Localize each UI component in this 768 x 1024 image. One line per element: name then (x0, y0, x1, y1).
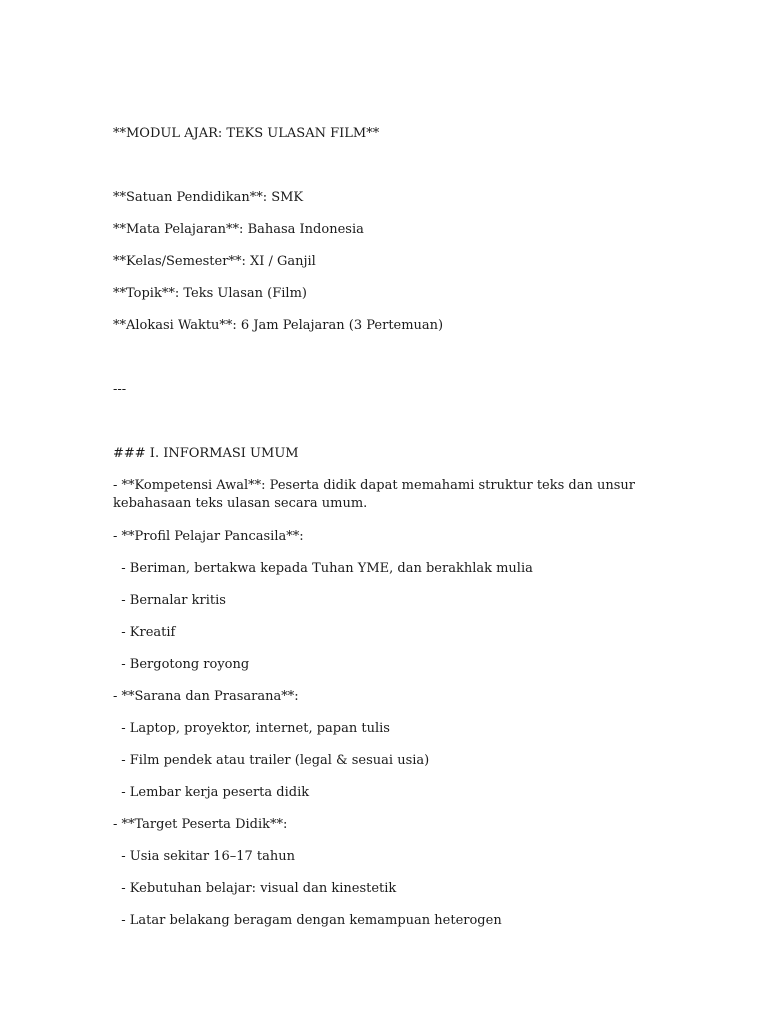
subitem-bergotong-royong: - Bergotong royong (113, 657, 250, 672)
subitem-beriman: - Beriman, bertakwa kepada Tuhan YME, dan berakhlak mulia (113, 561, 533, 576)
subitem-bernalar-kritis: - Bernalar kritis (113, 593, 226, 608)
subitem-laptop: - Laptop, proyektor, internet, papan tulis (113, 721, 390, 736)
identity-mata-pelajaran: **Mata Pelajaran**: Bahasa Indonesia (113, 222, 364, 237)
section-heading: ### I. INFORMASI UMUM (113, 446, 299, 461)
document-title: **MODUL AJAR: TEKS ULASAN FILM** (113, 126, 380, 141)
subitem-kreatif: - Kreatif (113, 625, 176, 640)
subitem-latar-belakang: - Latar belakang beragam dengan kemampuan heterogen (113, 913, 502, 928)
subitem-kebutuhan-belajar: - Kebutuhan belajar: visual dan kinestetik (113, 881, 397, 896)
identity-topik: **Topik**: Teks Ulasan (Film) (113, 286, 307, 301)
item-profil-pelajar: - **Profil Pelajar Pancasila**: (113, 529, 304, 544)
subitem-lembar-kerja: - Lembar kerja peserta didik (113, 785, 310, 800)
item-kompetensi-awal: - **Kompetensi Awal**: Peserta didik dapat memahami struktur teks dan unsur kebahasaan teks ulasan secara umum. (113, 478, 640, 511)
identity-alokasi-waktu: **Alokasi Waktu**: 6 Jam Pelajaran (3 Pertemuan) (113, 318, 444, 333)
separator: --- (113, 382, 127, 397)
subitem-film-pendek: - Film pendek atau trailer (legal & sesuai usia) (113, 753, 430, 768)
item-target-peserta: - **Target Peserta Didik**: (113, 817, 288, 832)
item-sarana-prasarana: - **Sarana dan Prasarana**: (113, 689, 299, 704)
identity-satuan-pendidikan: **Satuan Pendidikan**: SMK (113, 190, 304, 205)
identity-kelas-semester: **Kelas/Semester**: XI / Ganjil (113, 254, 316, 269)
subitem-usia: - Usia sekitar 16–17 tahun (113, 849, 295, 864)
